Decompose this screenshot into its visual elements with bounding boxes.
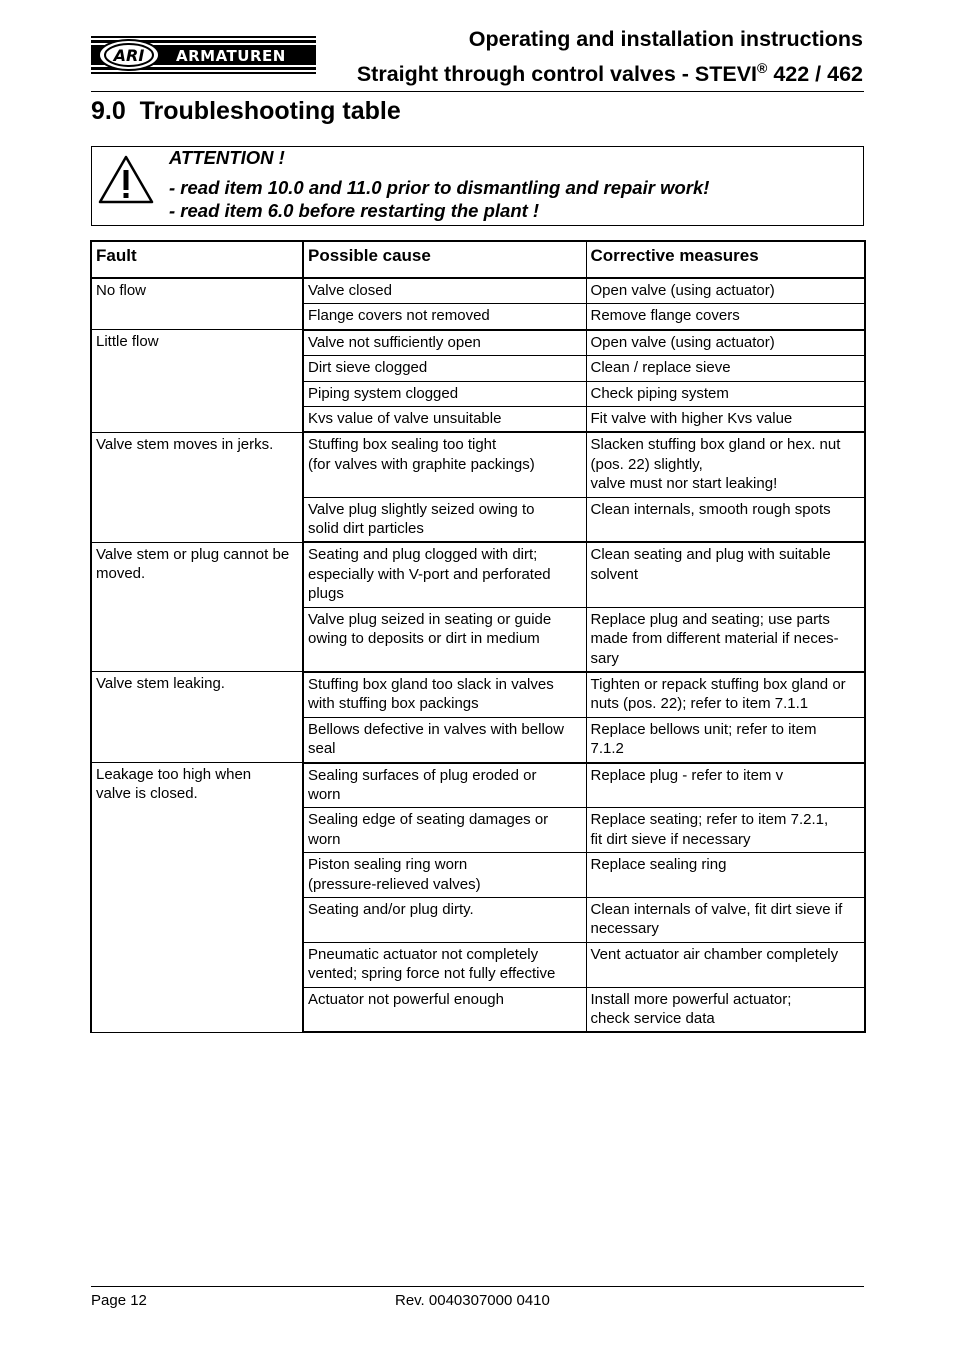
fault-cell: Leakage too high when valve is closed. <box>91 763 303 1033</box>
fault-cell: Valve stem leaking. <box>91 672 303 763</box>
measure-cell: Slacken stuffing box gland or hex. nut (pos. 22) slightly, valve must nor start leaking! <box>586 432 865 497</box>
cause-cell: Piping system clogged <box>303 381 586 406</box>
measure-cell: Remove flange covers <box>586 304 865 330</box>
cause-cell: Valve not sufficiently open <box>303 330 586 356</box>
cause-cell: Actuator not powerful enough <box>303 987 586 1032</box>
header-possible-cause: Possible cause <box>303 241 586 278</box>
fault-cell: Little flow <box>91 330 303 433</box>
cause-cell: Stuffing box sealing too tight (for valves with graphite packings) <box>303 432 586 497</box>
cause-cell: Pneumatic actuator not completely vented; spring force not fully effective <box>303 942 586 987</box>
fault-cell: No flow <box>91 278 303 330</box>
cause-cell: Valve plug seized in seating or guide owing to deposits or dirt in medium <box>303 607 586 672</box>
table-row <box>91 432 865 497</box>
measure-cell: Fit valve with higher Kvs value <box>586 407 865 433</box>
measure-cell: Replace bellows unit; refer to item 7.1.2 <box>586 717 865 762</box>
page-number: Page 12 <box>91 1292 147 1309</box>
measure-cell: Open valve (using actuator) <box>586 330 865 356</box>
table-row <box>91 278 865 304</box>
measure-cell: Clean internals, smooth rough spots <box>586 497 865 542</box>
measure-cell: Replace sealing ring <box>586 853 865 898</box>
cause-cell: Flange covers not removed <box>303 304 586 330</box>
measure-cell: Clean internals of valve, fit dirt sieve if necessary <box>586 897 865 942</box>
measure-cell: Vent actuator air chamber completely <box>586 942 865 987</box>
table-row <box>91 542 865 607</box>
title-line-2-prefix: Straight through control valves - STEVI <box>356 62 758 87</box>
registered-mark: ® <box>757 60 768 76</box>
cause-cell: Piston sealing ring worn (pressure-relieved valves) <box>303 853 586 898</box>
cause-cell: Sealing edge of seating damages or worn <box>303 808 586 853</box>
brand-logo-graphic <box>91 36 316 74</box>
logo-mark-text: ARI <box>113 46 145 65</box>
measure-cell: Replace seating; refer to item 7.2.1, fit dirt sieve if necessary <box>586 808 865 853</box>
title-line-2 <box>357 54 863 89</box>
table-body <box>91 278 865 1032</box>
cause-cell: Sealing surfaces of plug eroded or worn <box>303 763 586 808</box>
revision-number: Rev. 0040307000 0410 <box>395 1292 550 1309</box>
cause-cell: Bellows defective in valves with bellow seal <box>303 717 586 762</box>
warning-triangle-icon <box>98 155 154 205</box>
fault-cell: Valve stem or plug cannot be moved. <box>91 542 303 671</box>
table-row <box>91 763 865 808</box>
document-title <box>357 25 863 89</box>
troubleshooting-table <box>90 240 866 1033</box>
fault-cell: Valve stem moves in jerks. <box>91 432 303 542</box>
cause-cell: Valve plug slightly seized owing to solid dirt particles <box>303 497 586 542</box>
attention-line-1: - read item 10.0 and 11.0 prior to dismantling and repair work! <box>169 177 710 198</box>
table-header-row <box>91 241 865 278</box>
logo-brand-text: ARMATUREN <box>176 47 286 65</box>
measure-cell: Open valve (using actuator) <box>586 278 865 304</box>
cause-cell: Kvs value of valve unsuitable <box>303 407 586 433</box>
header-fault: Fault <box>91 241 303 278</box>
header-corrective-measures: Corrective measures <box>586 241 865 278</box>
cause-cell: Dirt sieve clogged <box>303 356 586 381</box>
attention-line-2: - read item 6.0 before restarting the plant ! <box>169 200 540 221</box>
measure-cell: Replace plug and seating; use parts made from different material if neces- sary <box>586 607 865 672</box>
measure-cell: Install more powerful actuator; check service data <box>586 987 865 1032</box>
cause-cell: Seating and/or plug dirty. <box>303 897 586 942</box>
attention-box <box>91 146 864 226</box>
measure-cell: Tighten or repack stuffing box gland or nuts (pos. 22); refer to item 7.1.1 <box>586 672 865 717</box>
ari-armaturen-logo <box>91 36 316 74</box>
attention-heading: ATTENTION ! <box>169 147 285 168</box>
measure-cell: Clean / replace sieve <box>586 356 865 381</box>
cause-cell: Valve closed <box>303 278 586 304</box>
measure-cell: Check piping system <box>586 381 865 406</box>
cause-cell: Stuffing box gland too slack in valves with stuffing box packings <box>303 672 586 717</box>
footer-divider <box>91 1286 864 1287</box>
section-title: 9.0 Troubleshooting table <box>91 97 401 125</box>
table-row <box>91 330 865 356</box>
title-line-2-suffix: 422 / 462 <box>767 62 863 87</box>
table-row <box>91 672 865 717</box>
cause-cell: Seating and plug clogged with dirt; especially with V-port and perforated plugs <box>303 542 586 607</box>
title-line-1: Operating and installation instructions <box>468 27 863 51</box>
measure-cell: Clean seating and plug with suitable solvent <box>586 542 865 607</box>
header-divider <box>91 91 864 92</box>
measure-cell: Replace plug - refer to item v <box>586 763 865 808</box>
